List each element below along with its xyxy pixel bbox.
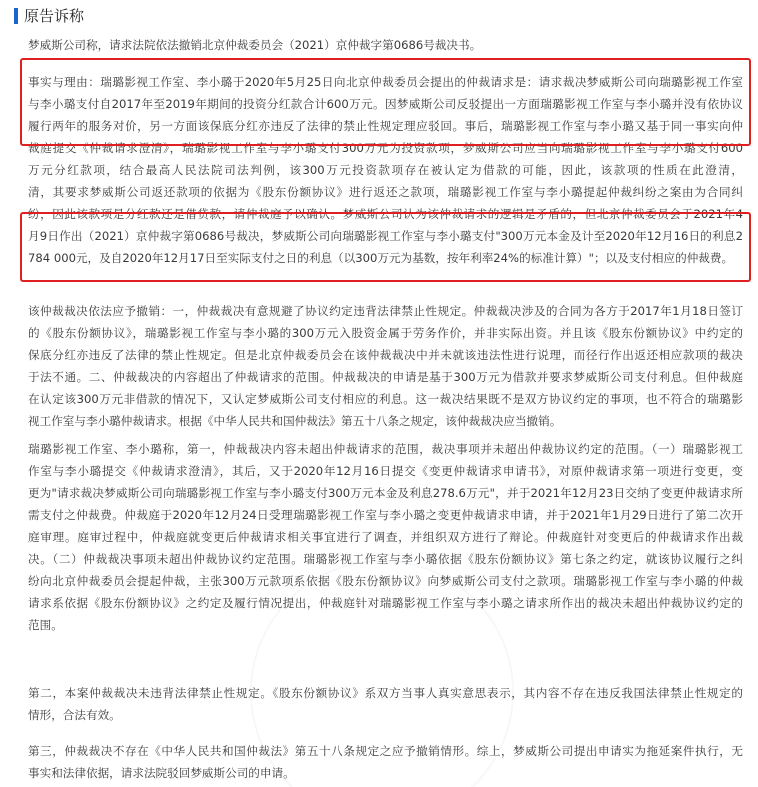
paragraph-line: 784 000元，及自2020年12月17日至实际支付之日的利息（以300万元为基数，按年利率24%的标准计算）"；以及支付相应的仲裁费。 — [28, 251, 734, 265]
paragraph-line: 庭审理。庭审过程中，仲裁庭就变更后仲裁请求相关事宜进行了调查，并组织双方进行了辩论。仲裁庭针对变更后的仲裁请求作出裁 — [28, 530, 743, 544]
paragraph-line: 梦威斯公司称，请求法院依法撤销北京仲裁委员会（2021）京仲裁字第0686号裁决书。 — [28, 38, 482, 52]
paragraph-line: 范围。 — [28, 618, 63, 632]
paragraph-line: 请求系依据《股东份额协议》之约定及履行情况提出，仲裁庭针对瑞璐影视工作室与李小璐之请求所作出的裁决未超出仲裁协议约定的 — [28, 596, 743, 610]
paragraph-facts — [28, 71, 743, 269]
paragraph-line: 的《股东份额协议》，瑞璐影视工作室与李小璐的300万元入股资金属于劳务作价，并非实际出资。并且该《股东份额协议》中约定的 — [28, 326, 743, 340]
paragraph-line: 瑞璐影视工作室、李小璐称，第一，仲裁裁决内容未超出仲裁请求的范围，裁决事项并未超出仲裁协议约定的范围。（一）瑞璐影视工 — [28, 442, 743, 456]
paragraph-line: 与李小璐支付自2017年至2019年期间的投资分红款合计600万元。因梦威斯公司反驳提出一方面瑞璐影视工作室与李小璐并没有依协议 — [28, 97, 743, 111]
paragraph-line: 纷，因此该款项是分红款还是借贷款，请仲裁庭予以确认。梦威斯公司认为该仲裁请求的逻辑是矛盾的，但北京仲裁委员会于2021年4 — [28, 207, 743, 221]
paragraph-line: 该仲裁裁决依法应予撤销：一，仲裁裁决有意规避了协议约定违背法律禁止性规定。仲裁裁决涉及的合同为各方于2017年1月18日签订 — [28, 304, 743, 318]
paragraph-line: 情形，合法有效。 — [28, 708, 121, 722]
paragraph-line: 裁庭提交《仲裁请求澄清》，瑞璐影视工作室与李小璐支付300万元为投资款项，梦威斯公司应当向瑞璐影视工作室与李小璐支付600 — [28, 141, 743, 155]
paragraph-line: 作室与李小璐提交《仲裁请求澄清》，其后，又于2020年12月16日提交《变更仲裁请求申请书》，对原仲裁请求第一项进行变更，变 — [28, 464, 743, 478]
paragraph-summary — [28, 34, 743, 56]
section-accent-bar — [14, 8, 18, 24]
paragraph-line: 决。（二）仲裁裁决事项未超出仲裁协议约定范围。瑞璐影视工作室与李小璐依据《股东份额协议》第七条之约定，就该协议履行之纠 — [28, 552, 743, 566]
paragraph-line: 事实和法律依据，请求法院驳回梦威斯公司的申请。 — [28, 766, 295, 780]
paragraph-respondent-first — [28, 438, 743, 636]
paragraph-line: 清，其要求梦威斯公司返还款项的依据为《股东份额协议》进行返还之款项，瑞璐影视工作室与李小璐提起仲裁纠纷之案由为合同纠 — [28, 185, 743, 199]
paragraph-line: 保底分红亦违反了法律的禁止性规定。但是北京仲裁委员会在该仲裁裁决中并未就该违法性进行说理，而径行作出返还相应款项的裁决 — [28, 348, 743, 362]
paragraph-line: 于法不通。二、仲裁裁决的内容超出了仲裁请求的范围。仲裁裁决的申请是基于300万元为借款并要求梦威斯公司支付利息。但仲裁庭 — [28, 370, 743, 384]
paragraph-line: 在认定该300万元非借款的情况下，又认定梦威斯公司支付相应的利息。这一裁决结果既不是双方协议约定的事项，也不符合的瑞璐影 — [28, 392, 743, 406]
paragraph-line: 更为"请求裁决梦威斯公司向瑞璐影视工作室与李小璐支付300万元本金及利息278.6万元"，并于2021年12月23日交纳了变更仲裁请求所 — [28, 486, 743, 500]
paragraph-line: 纷向北京仲裁委员会提起仲裁，主张300万元款项系依据《股东份额协议》向梦威斯公司支付之款项。瑞璐影视工作室与李小璐的仲裁 — [28, 574, 743, 588]
paragraph-line: 视工作室与李小璐仲裁请求。根据《中华人民共和国仲裁法》第五十八条之规定，该仲裁裁决应当撤销。 — [28, 414, 562, 428]
paragraph-line: 第三，仲裁裁决不存在《中华人民共和国仲裁法》第五十八条规定之应予撤销情形。综上，梦威斯公司提出申请实为拖延案件执行，无 — [28, 744, 743, 758]
section-header — [14, 4, 84, 28]
paragraph-line: 事实与理由：瑞璐影视工作室、李小璐于2020年5月25日向北京仲裁委员会提出的仲裁请求是：请求裁决梦威斯公司向瑞璐影视工作室 — [28, 75, 743, 89]
paragraph-line: 第二，本案仲裁裁决未违背法律禁止性规定。《股东份额协议》系双方当事人真实意思表示，其内容不存在违反我国法律禁止性规定的 — [28, 686, 743, 700]
paragraph-line: 履行两年的服务对价，另一方面该保底分红亦违反了法律的禁止性规定理应驳回。事后，瑞璐影视工作室与李小璐又基于同一事实向仲 — [28, 119, 743, 133]
section-title: 原告诉称 — [24, 7, 85, 25]
paragraph-respondent-second — [28, 682, 743, 726]
paragraph-line: 万元分红款项，结合最高人民法院司法判例，该300万元投资款项存在被认定为借款的可能，因此，该款项的性质在此澄清， — [28, 163, 743, 177]
paragraph-line: 月9日作出（2021）京仲裁字第0686号裁决，梦威斯公司向瑞璐影视工作室与李小璐支付"300万元本金及计至2020年12月16日的利息2 — [28, 229, 743, 243]
paragraph-line: 需支付之仲裁费。仲裁庭于2020年12月24日受理瑞璐影视工作室与李小璐之变更仲裁请求申请，并于2021年1月29日进行了第二次开 — [28, 508, 743, 522]
paragraph-respondent-third — [28, 740, 743, 784]
paragraph-revocation-grounds — [28, 300, 743, 432]
